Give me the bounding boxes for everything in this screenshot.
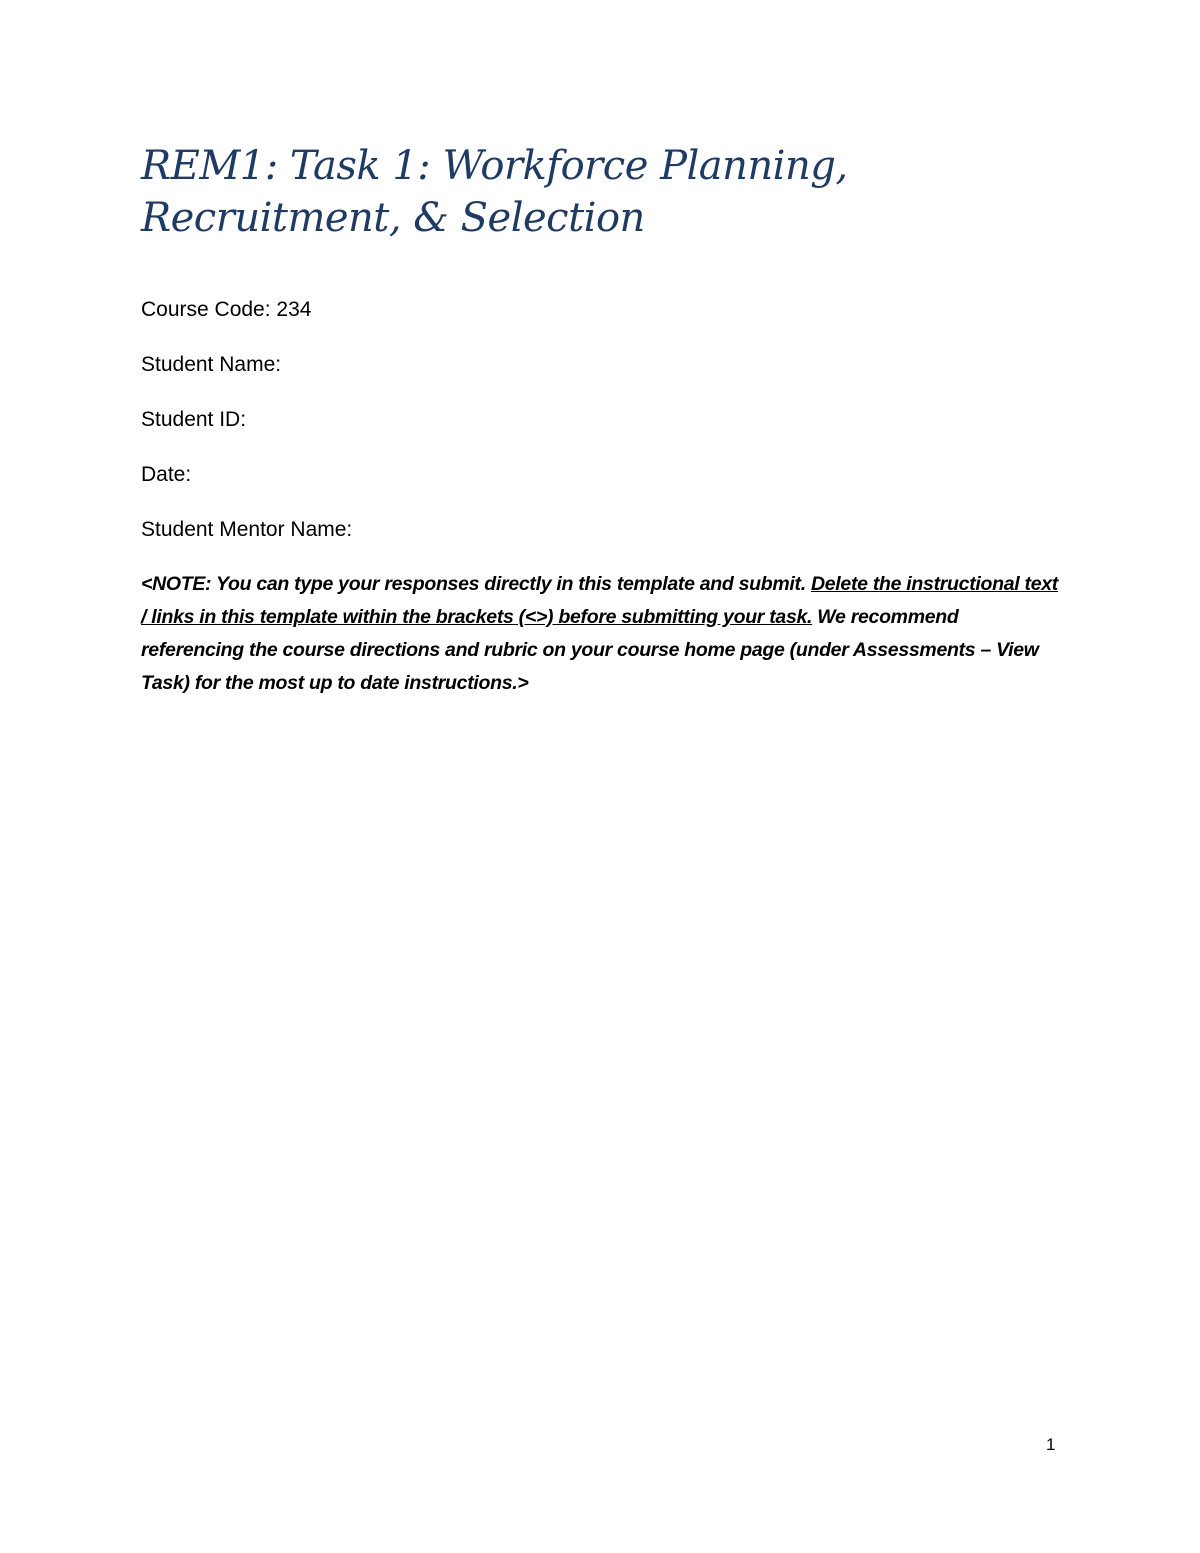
instruction-note bbox=[141, 568, 1061, 700]
course-code-field: Course Code: 234 bbox=[141, 298, 312, 321]
page-number: 1 bbox=[1046, 1435, 1056, 1454]
note-delete-instruction: Delete the instructional text / links in this template within the brackets (<>) before submitting your task. bbox=[141, 573, 1059, 628]
note-intro-text: <NOTE: You can type your responses directly in this template and submit. bbox=[141, 573, 811, 595]
note-recommendation-text: We recommend referencing the course directions and rubric on your course home page (under Assessments – View Task) for the most up to date instructions.> bbox=[141, 606, 1039, 694]
student-id-field: Student ID: bbox=[141, 408, 247, 431]
student-name-field: Student Name: bbox=[141, 353, 282, 376]
document-title: REM1: Task 1: Workforce Planning, Recruitment, & Selection bbox=[141, 143, 848, 241]
student-mentor-name-field: Student Mentor Name: bbox=[141, 518, 353, 541]
date-field: Date: bbox=[141, 463, 192, 486]
